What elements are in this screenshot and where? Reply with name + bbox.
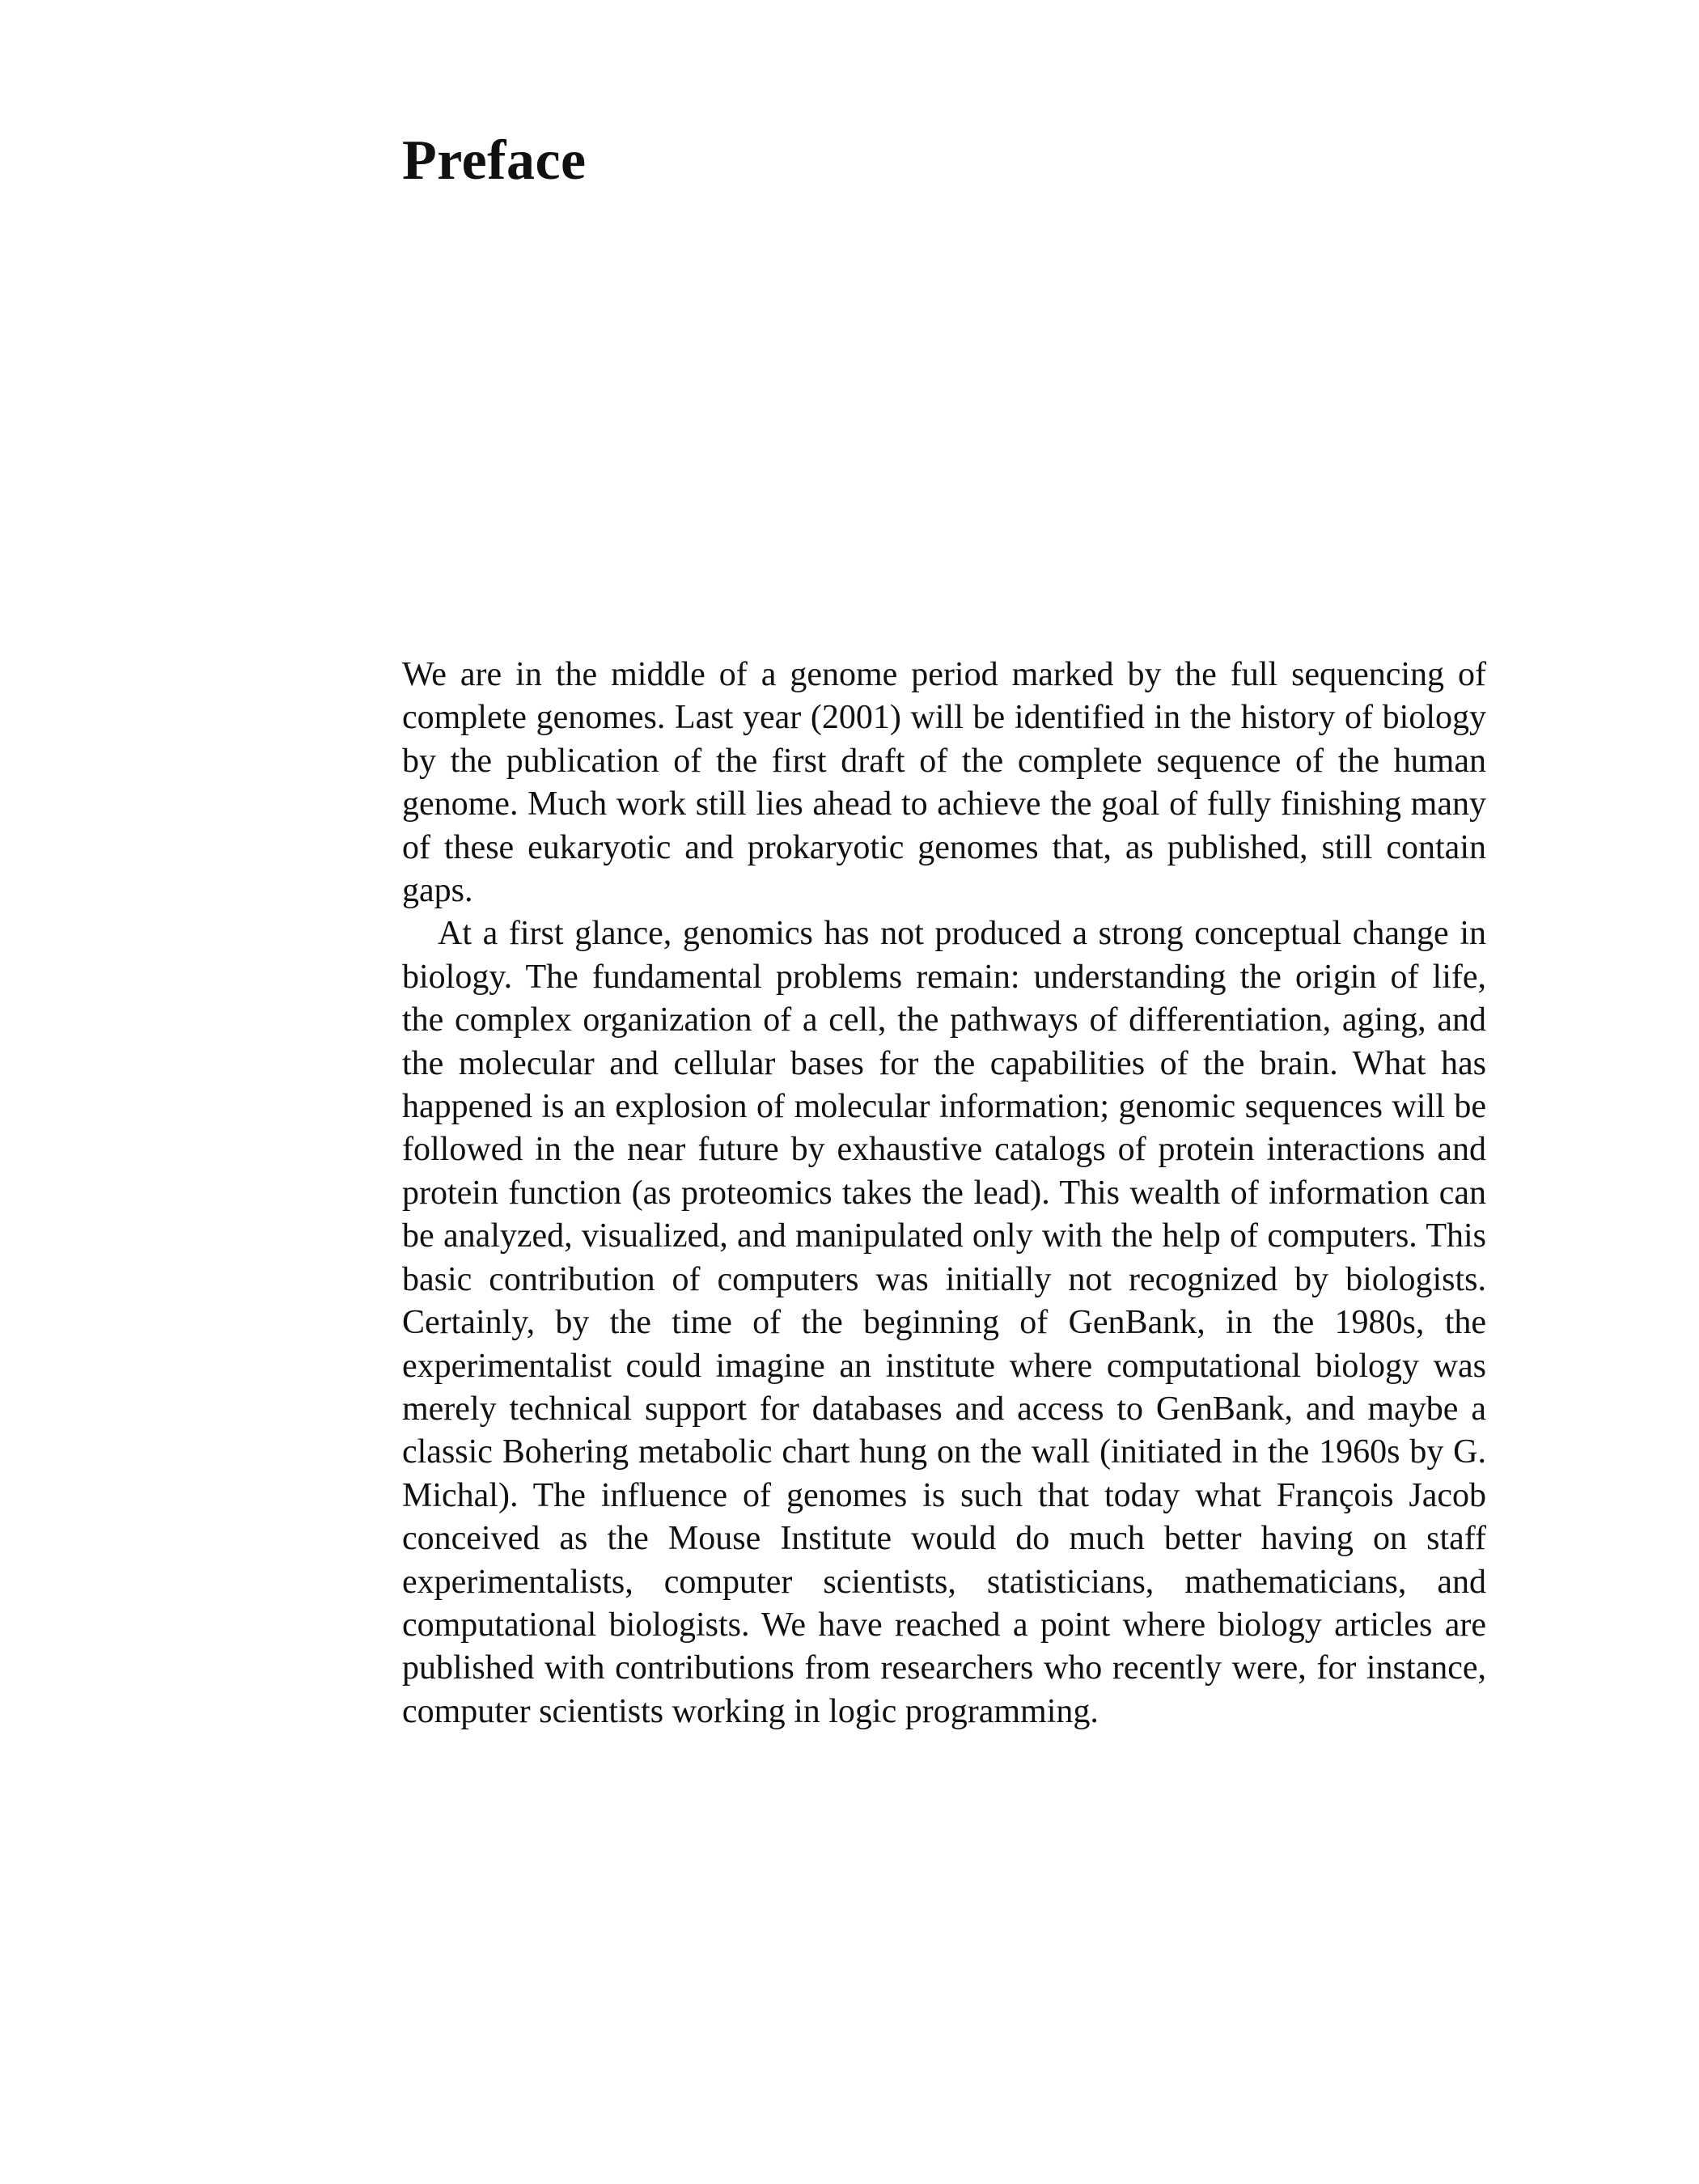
paragraph-2: At a first glance, genomics has not produced a strong conceptual change in biology. The fundamental problems remain: understanding the origin of life, the complex organization of a cell, the pathways of differentiation, aging, and the molecular and cellular bases for the capabilities of the brain. What has happened is an explosion of molecular information; genomic sequences will be followed in the near future by exhaustive catalogs of protein interactions and protein function (as proteomics takes the lead). This wealth of information can be analyzed, visualized, and manipulated only with the help of computers. This basic contribution of computers was initially not recognized by biologists. Certainly, by the time of the beginning of GenBank, in the 1980s, the experimentalist could imagine an institute where computational biology was merely technical support for databases and access to GenBank, and maybe a classic Bohering metabolic chart hung on the wall (initiated in the 1960s by G. Michal). The influence of genomes is such that today what François Jacob conceived as the Mouse Institute would do much better having on staff experimentalists, computer scientists, statisticians, mathematicians, and computational biologists. We have reached a point where biology articles are published with contributions from researchers who recently were, for instance, computer scientists working in logic programming.	[402, 915, 1486, 1730]
paragraph-1: We are in the middle of a genome period marked by the full sequencing of complete genomes. Last year (2001) will be identified in the history of biology by the publication of the first draft of the complete sequence of the human genome. Much work still lies ahead to achieve the goal of fully finishing many of these eukaryotic and prokaryotic genomes that, as published, still contain gaps.	[402, 656, 1486, 910]
preface-body	[402, 654, 1486, 1733]
page-title: Preface	[402, 129, 587, 192]
